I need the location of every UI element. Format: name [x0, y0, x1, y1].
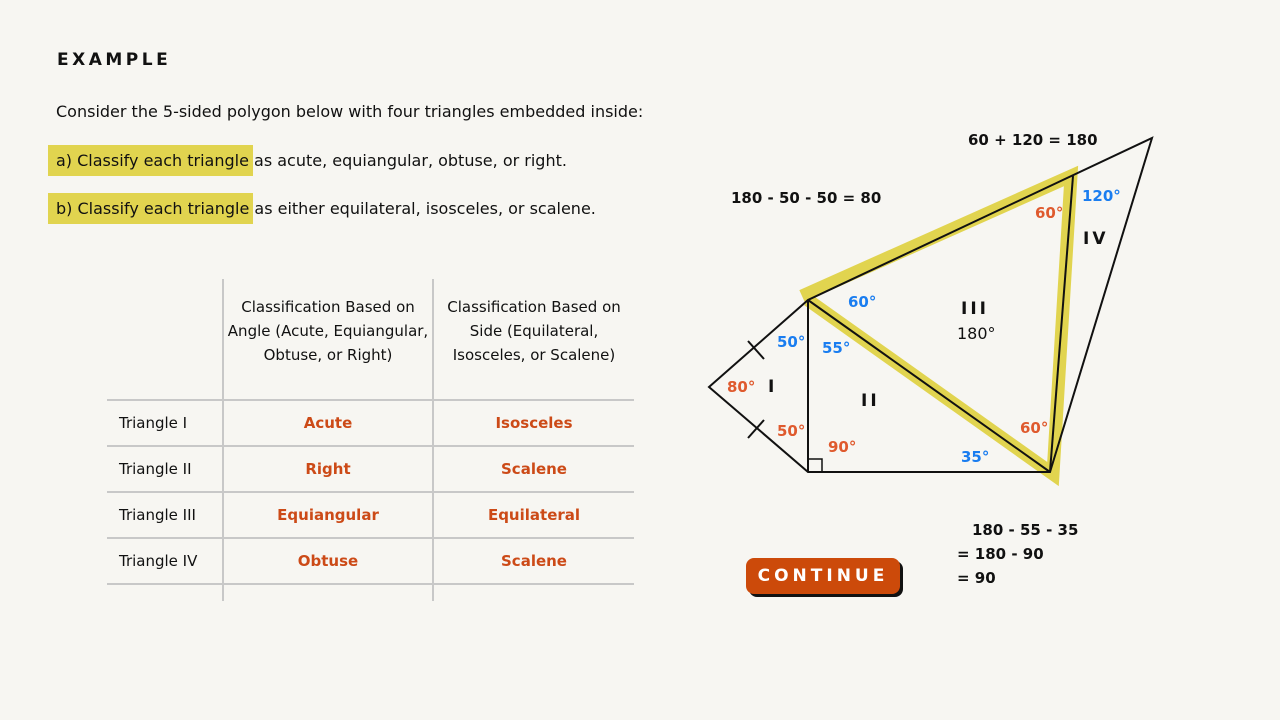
triangle-label-ii: II — [861, 391, 880, 411]
row-label: Triangle IV — [107, 538, 223, 584]
row-label: Triangle III — [107, 492, 223, 538]
question-a-highlighted: a) Classify each triangle — [56, 151, 249, 170]
angle-t1-top: 50° — [777, 333, 806, 351]
table-header-angle: Classification Based on Angle (Acute, Equiangular, Obtuse, or Right) — [223, 279, 433, 400]
row-label: Triangle II — [107, 446, 223, 492]
section-heading: EXAMPLE — [57, 50, 172, 70]
side-classification: Scalene — [433, 538, 634, 584]
angle-classification: Obtuse — [223, 538, 433, 584]
triangle-label-iii: III — [961, 299, 989, 319]
side-classification: Scalene — [433, 446, 634, 492]
angle-t2-top: 55° — [822, 339, 851, 357]
calc-triangle-iv: 60 + 120 = 180 — [968, 131, 1098, 149]
side-classification: Equilateral — [433, 492, 634, 538]
angle-t1-apex: 80° — [727, 378, 756, 396]
angle-t2-bottom-right: 35° — [961, 448, 990, 466]
angle-classification: Acute — [223, 400, 433, 446]
calc-triangle-i: 180 - 50 - 50 = 80 — [731, 189, 882, 207]
angle-classification: Equiangular — [223, 492, 433, 538]
angle-t3-sum: 180° — [957, 324, 996, 343]
angle-t3-bottom: 60° — [1020, 419, 1049, 437]
triangle-label-i: I — [768, 377, 778, 397]
row-label: Triangle I — [107, 400, 223, 446]
angle-t3-top: 60° — [1035, 204, 1064, 222]
calc-triangle-ii-line3: = 90 — [957, 569, 996, 587]
triangle-label-iv: IV — [1083, 229, 1109, 249]
question-a-rest: as acute, equiangular, obtuse, or right. — [248, 151, 567, 170]
angle-classification: Right — [223, 446, 433, 492]
intro-text: Consider the 5-sided polygon below with four triangles embedded inside: — [56, 102, 644, 121]
side-classification: Isosceles — [433, 400, 634, 446]
question-b-rest: as either equilateral, isosceles, or scalene. — [249, 199, 596, 218]
question-b-highlighted: b) Classify each triangle — [56, 199, 250, 218]
calc-triangle-ii-line2: = 180 - 90 — [957, 545, 1044, 563]
angle-t3-left: 60° — [848, 293, 877, 311]
angle-t4-exterior: 120° — [1082, 187, 1121, 205]
calc-triangle-ii-line1: 180 - 55 - 35 — [972, 521, 1079, 539]
angle-t2-right: 90° — [828, 438, 857, 456]
continue-button[interactable]: CONTINUE — [746, 558, 900, 594]
table-header-side: Classification Based on Side (Equilateral, Isosceles, or Scalene) — [433, 279, 634, 400]
angle-t1-bottom: 50° — [777, 422, 806, 440]
